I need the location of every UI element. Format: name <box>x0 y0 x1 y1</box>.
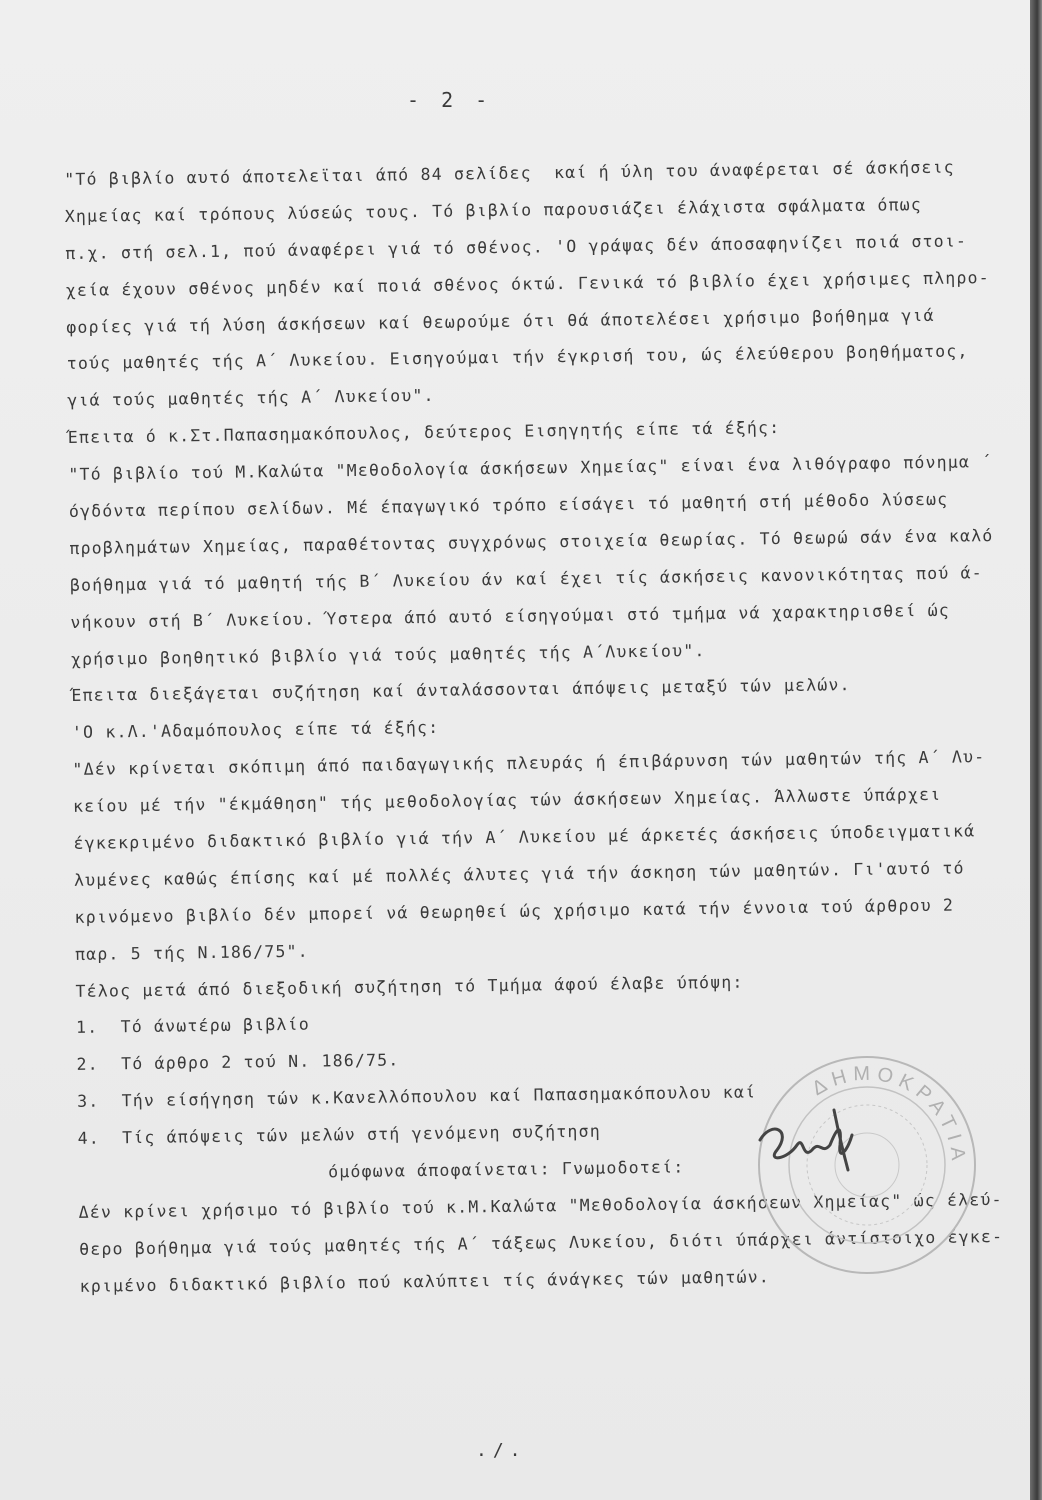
text-line: όγδόντα περίπου σελίδων. Μέ έπαγωγικό τρόπο είσάγει τό μαθητή στή μέθοδο λύσεως <box>68 489 949 521</box>
conclusion-line: Δέν κρίνει χρήσιμο τό βιβλίο τού κ.Μ.Καλώτα "Μεθοδολογία άσκήσεων Χημείας" ώς έλεύ- <box>78 1189 1003 1222</box>
text-line: βοήθημα γιά τό μαθητή τής Β΄ Λυκείου άν καί έχει τίς άσκήσεις κανονικότητας πού ά- <box>69 563 983 595</box>
conclusion-line: κριμένο διδακτικό βιβλίο πού καλύπτει τίς άνάγκες τών μαθητών. <box>79 1266 771 1296</box>
page-number: - 2 - <box>407 88 493 112</box>
text-line: Έπειτα ό κ.Στ.Παπασημακόπουλος, δεύτερος Εισηγητής είπε τά έξής: <box>67 418 781 448</box>
decision-heading: όμόφωνα άποφαίνεται: Γνωμοδοτεί: <box>327 1157 685 1182</box>
text-line: προβλημάτων Χημείας, παραθέτοντας συγχρόνως στοιχεία θεωρίας. Τό θεωρώ σάν ένα καλό <box>69 525 994 558</box>
page-binding-edge <box>1030 0 1042 1500</box>
text-line: λυμένες καθώς έπίσης καί μέ πολλές άλυτες γιά τήν άσκηση τών μαθητών. Γι'αυτό τό <box>73 858 965 890</box>
text-line: π.χ. στή σελ.1, πού άναφέρει γιά τό σθένος. 'Ο γράψας δέν άποσαφηνίζει ποιά στοι- <box>65 231 968 263</box>
text-line: "Τό βιβλίο αυτό άποτελεϊται άπό 84 σελίδες καί ή ύλη του άναφέρεται σέ άσκήσεις <box>64 157 956 189</box>
conclusion-line: θερο βοήθημα γιά τούς μαθητές τής Α΄ τάξεως Λυκείου, διότι ύπάρχει άντίστοιχο έγκε- <box>79 1226 1004 1259</box>
text-line: φορίες γιά τή λύση άσκήσεων καί θεωρούμε ότι θά άποτελέσει χρήσιμο βοήθημα γιά <box>66 305 935 337</box>
text-line: έγκεκριμένο διδακτικό βιβλίο γιά τήν Α΄ Λυκείου μέ άρκετές άσκήσεις ύποδειγματικά <box>73 821 976 853</box>
text-line: Τέλος μετά άπό διεξοδική συζήτηση τό Τμήμα άφού έλαβε ύπόψη: <box>75 972 744 1001</box>
text-line: χρήσιμο βοηθητικό βιβλίο γιά τούς μαθητές τής Α΄Λυκείου". <box>70 640 706 669</box>
text-line: παρ. 5 τής Ν.186/75". <box>74 941 309 964</box>
handwritten-signature <box>752 1100 872 1180</box>
text-line: κείου μέ τήν "έκμάθηση" τής μεθοδολογίας τών άσκήσεων Χημείας. Άλλωστε ύπάρχει <box>72 784 942 817</box>
text-line: νήκουν στή Β΄ Λυκείου. Ύστερα άπό αυτό είσηγούμαι στό τμήμα νά χαρακτηρισθεί ώς <box>70 600 951 632</box>
list-item: 2. Τό άρθρο 2 τού Ν. 186/75. <box>76 1050 400 1075</box>
text-line: 'Ο κ.Λ.'Αδαμόπουλος είπε τά έξής: <box>71 718 440 743</box>
list-item: 1. Τό άνωτέρω βιβλίο <box>75 1015 311 1038</box>
list-item: 4. Τίς άπόψεις τών μελών στή γενόμενη συζήτηση <box>77 1121 602 1149</box>
continuation-mark: ./. <box>476 1440 527 1461</box>
text-line: Χημείας καί τρόπους λύσεώς τους. Τό βιβλίο παρουσιάζει έλάχιστα σφάλματα όπως <box>64 194 923 226</box>
text-line: Έπειτα διεξάγεται συζήτηση καί άνταλάσσονται άπόψεις μεταξύ τών μελών. <box>71 675 851 706</box>
text-line: χεία έχουν σθένος μηδέν καί ποιά σθένος όκτώ. Γενικά τό βιβλίο έχει χρήσιμες πληρο- <box>65 267 990 300</box>
text-line: γιά τούς μαθητές τής Α΄ Λυκείου". <box>67 386 435 411</box>
seal-lettering: ΔΗΜΟΚΡΑΤΙΑ <box>808 1062 970 1168</box>
text-line: "Τό βιβλίο τού Μ.Καλώτα "Μεθοδολογία άσκήσεων Χημείας" είναι ένα λιθόγραφο πόνημα ΄ <box>68 452 993 485</box>
text-line: κρινόμενο βιβλίο δέν μπορεί νά θεωρηθεί ώς χρήσιμο κατά τήν έννοια τού άρθρου 2 <box>74 895 955 927</box>
list-item: 3. Τήν είσήγηση τών κ.Κανελλόπουλου καί Παπασημακόπουλου καί <box>76 1082 757 1112</box>
text-line: "Δέν κρίνεται σκόπιμη άπό παιδαγωγικής πλευράς ή έπιβάρυνση τών μαθητών τής Α΄ Λυ- <box>72 747 986 780</box>
text-line: τούς μαθητές τής Α΄ Λυκείου. Εισηγούμαι τήν έγκρισή του, ώς έλεύθερου βοηθήματος, <box>66 341 969 374</box>
